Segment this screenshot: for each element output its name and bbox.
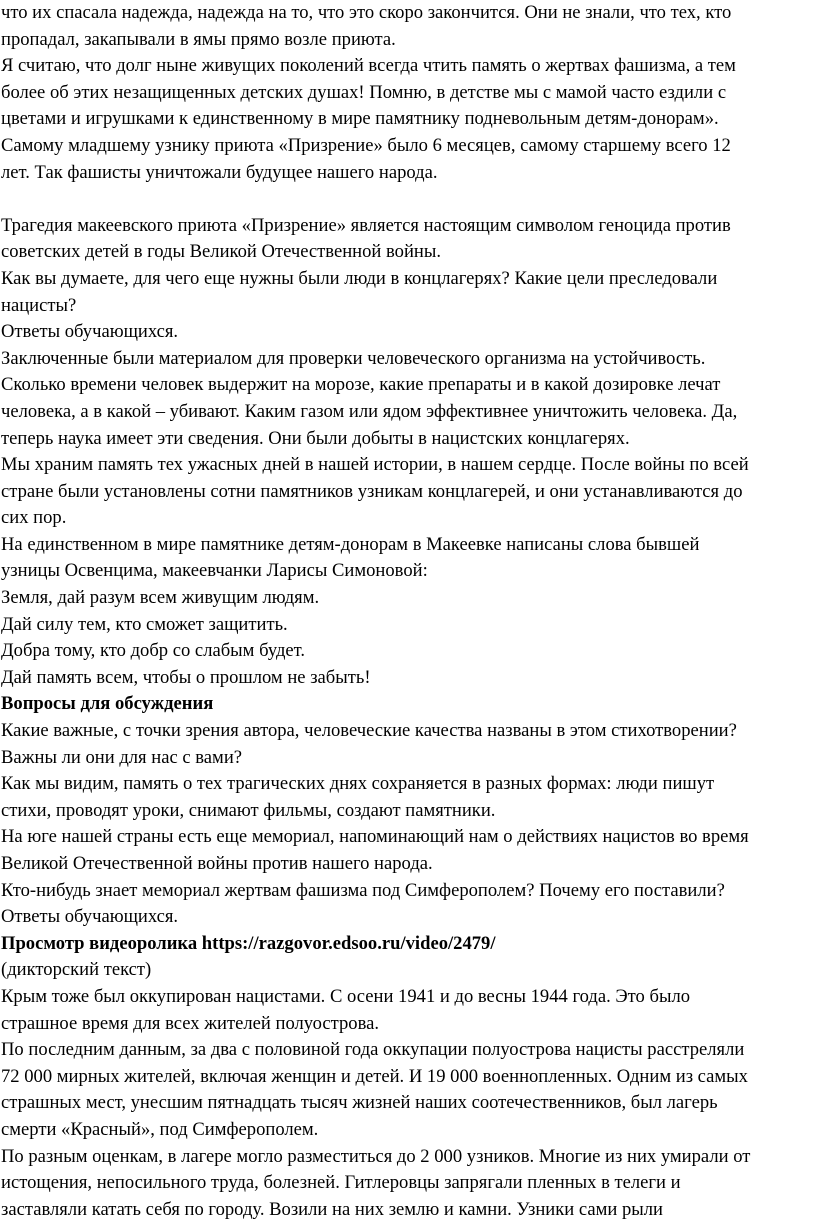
- text-line: На единственном в мире памятнике детям-донорам в Макеевке написаны слова бывшей: [1, 533, 700, 555]
- text-line: 72 000 мирных жителей, включая женщин и детей. И 19 000 военнопленных. Одним из самых: [1, 1065, 748, 1087]
- text-line: что их спасала надежда, надежда на то, что это скоро закончится. Они не знали, что тех, кто: [1, 2, 732, 23]
- text-line: (дикторский текст): [1, 959, 152, 981]
- text-line: По разным оценкам, в лагере могло разместиться до 2 000 узников. Многие из них умирали от: [1, 1145, 751, 1167]
- text-line: Я считаю, что долг ныне живущих поколений всегда чтить память о жертвах фашизма, а тем: [1, 55, 736, 77]
- section-heading: Вопросы для обсуждения: [1, 693, 214, 715]
- text-line: Мы храним память тех ужасных дней в нашей истории, в нашем сердце. После войны по всей: [1, 454, 749, 476]
- text-line: Добра тому, кто добр со слабым будет.: [1, 640, 306, 662]
- text-line: смерти «Красный», под Симферополем.: [1, 1118, 319, 1140]
- text-line: Дай силу тем, кто сможет защитить.: [1, 613, 288, 635]
- text-line: истощения, непосильного труда, болезней. Гитлеровцы запрягали пленных в телеги и: [1, 1172, 681, 1194]
- text-line: теперь наука имеет эти сведения. Они были добыты в нацистских концлагерях.: [1, 427, 630, 449]
- text-line: Какие важные, с точки зрения автора, человеческие качества названы в этом стихотворении?: [1, 720, 737, 742]
- text-line: Ответы обучающихся.: [1, 906, 179, 928]
- text-line: Важны ли они для нас с вами?: [1, 746, 243, 768]
- text-line: цветами и игрушками к единственному в мире памятнику подневольным детям-донорам».: [1, 108, 719, 130]
- text-line: заставляли катать себя по городу. Возили на них землю и камни. Узники сами рыли: [1, 1198, 663, 1220]
- text-line: Самому младшему узнику приюта «Призрение» было 6 месяцев, самому старшему всего 12: [1, 134, 731, 156]
- document-body: [1, 0, 804, 1223]
- text-line: Как мы видим, память о тех трагических днях сохраняется в разных формах: люди пишут: [1, 773, 715, 795]
- text-line: На юге нашей страны есть еще мемориал, напоминающий нам о действиях нацистов во время: [1, 826, 749, 848]
- text-line: сих пор.: [1, 507, 67, 529]
- text-line: пропадал, закапывали в ямы прямо возле приюта.: [1, 28, 396, 50]
- text-line: Дай память всем, чтобы о прошлом не забыть!: [1, 666, 371, 688]
- text-line: человека, а в какой – убивают. Каким газом или ядом эффективнее уничтожить человека. Да,: [1, 400, 738, 422]
- blank-line: [1, 186, 804, 213]
- text-line: Крым тоже был оккупирован нацистами. С осени 1941 и до весны 1944 года. Это было: [1, 985, 691, 1007]
- text-line: нацисты?: [1, 294, 77, 316]
- text-line: лет. Так фашисты уничтожали будущее нашего народа.: [1, 161, 438, 183]
- text-line: советских детей в годы Великой Отечественной войны.: [1, 241, 442, 263]
- text-line: страшное время для всех жителей полуострова.: [1, 1012, 380, 1034]
- text-line: По последним данным, за два с половиной года оккупации полуострова нацисты расстреляли: [1, 1039, 745, 1061]
- text-line: Великой Отечественной войны против нашего народа.: [1, 853, 433, 874]
- text-line: узницы Освенцима, макеевчанки Ларисы Симоновой:: [1, 560, 428, 582]
- text-line: страшных мест, унесшим пятнадцать тысяч жизней наших соотечественников, был лагерь: [1, 1092, 718, 1114]
- text-line: Земля, дай разум всем живущим людям.: [1, 587, 320, 609]
- text-line: стихи, проводят уроки, снимают фильмы, создают памятники.: [1, 799, 496, 821]
- text-line: Как вы думаете, для чего еще нужны были люди в концлагерях? Какие цели преследовали: [1, 267, 718, 289]
- text-line: Трагедия макеевского приюта «Призрение» является настоящим символом геноцида против: [1, 214, 731, 236]
- text-line: стране были установлены сотни памятников узникам концлагерей, и они устанавливаются до: [1, 480, 743, 502]
- text-line: Ответы обучающихся.: [1, 321, 179, 343]
- section-heading: Просмотр видеоролика https://razgovor.edsoo.ru/video/2479/: [1, 932, 496, 954]
- text-line: Кто-нибудь знает мемориал жертвам фашизма под Симферополем? Почему его поставили?: [1, 879, 725, 901]
- text-line: Заключенные были материалом для проверки человеческого организма на устойчивость.: [1, 347, 706, 369]
- text-line: более об этих незащищенных детских душах! Помню, в детстве мы с мамой часто ездили с: [1, 81, 727, 103]
- text-line: Сколько времени человек выдержит на морозе, какие препараты и в какой дозировке лечат: [1, 374, 721, 396]
